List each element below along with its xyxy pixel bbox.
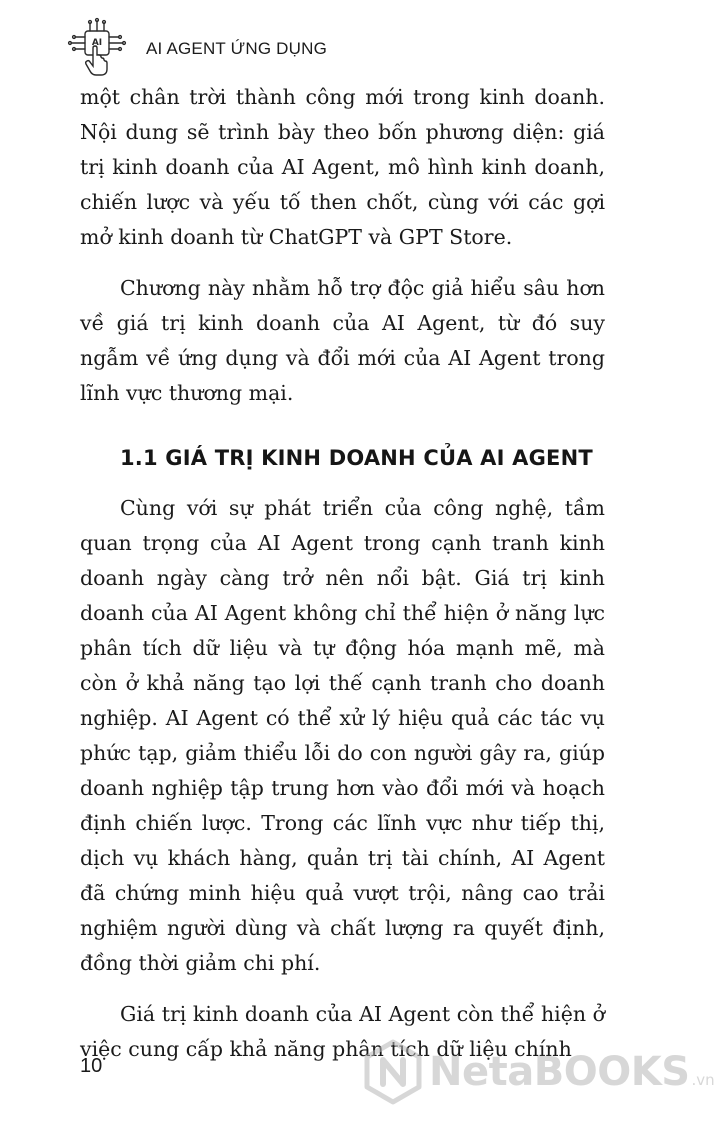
watermark-text [429, 1049, 715, 1095]
ai-chip-hand-icon [66, 17, 128, 79]
paragraph: Chương này nhằm hỗ trợ độc giả hiểu sâu hơn về giá trị kinh doanh của AI Agent, từ đó suy ngẫm về ứng dụng và đổi mới của AI Agent trong lĩnh vực thương mại. [80, 276, 605, 405]
netabooks-logo-icon [365, 1040, 421, 1104]
watermark-main-text: Neta [429, 1049, 534, 1095]
paragraph: một chân trời thành công mới trong kinh doanh. Nội dung sẽ trình bày theo bốn phương diện: giá trị kinh doanh của AI Agent, mô hình kinh doanh, chiến lược và yếu tố then chốt, cùng với các gợi mở kinh doanh từ ChatGPT và GPT Store. [80, 85, 605, 249]
page-body [80, 80, 605, 1067]
netabooks-watermark [365, 1040, 715, 1104]
watermark-domain-text: .vn [691, 1071, 715, 1089]
running-header-title: AI AGENT ỨNG DỤNG [146, 39, 328, 58]
page-number: 10 [80, 1055, 103, 1077]
section-heading: 1.1 GIÁ TRỊ KINH DOANH CỦA AI AGENT [120, 446, 593, 470]
paragraph: Cùng với sự phát triển của công nghệ, tầm quan trọng của AI Agent trong cạnh tranh kinh doanh ngày càng trở nên nổi bật. Giá trị kinh doanh của AI Agent không chỉ thể hiện ở năng lực phân tích dữ liệu và tự động hóa mạnh mẽ, mà còn ở khả năng tạo lợi thế cạnh tranh cho doanh nghiệp. AI Agent có thể xử lý hiệu quả các tác vụ phức tạp, giảm thiểu lỗi do con người gây ra, giúp doanh nghiệp tập trung hơn vào đổi mới và hoạch định chiến lược. Trong các lĩnh vực như tiếp thị, dịch vụ khách hàng, quản trị tài chính, AI Agent đã chứng minh hiệu quả vượt trội, nâng cao trải nghiệm người dùng và chất lượng ra quyết định, đồng thời giảm chi phí. [80, 496, 605, 975]
running-header [66, 18, 327, 78]
svg-text:AI: AI [91, 38, 103, 48]
paragraph: Giá trị kinh doanh của AI Agent còn thể hiện ở việc cung cấp khả năng phân tích dữ liệu chính [80, 1002, 605, 1061]
watermark-books-text: BOOKS [533, 1049, 690, 1095]
